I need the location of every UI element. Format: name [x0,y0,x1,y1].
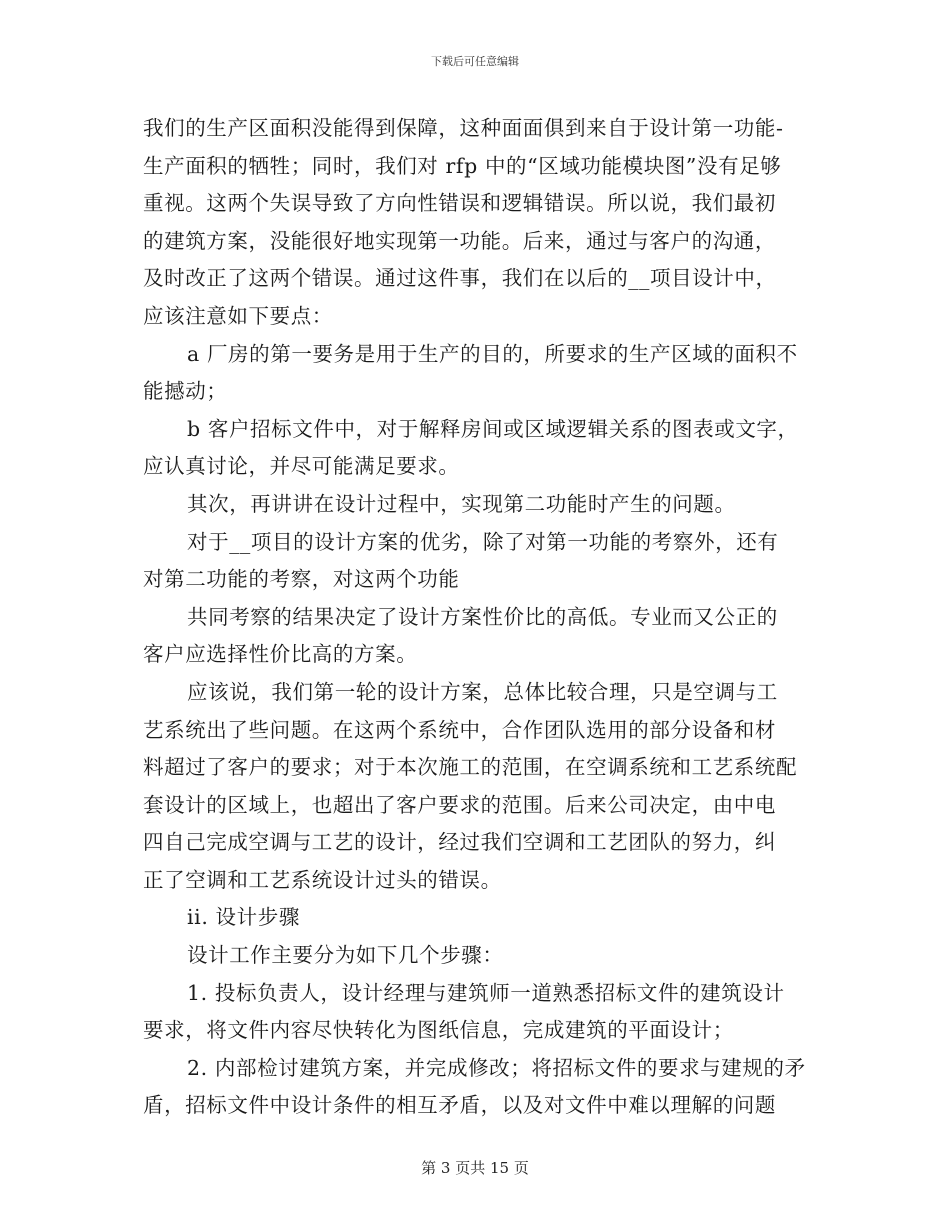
text-line: b 客户招标文件中，对于解释房间或区域逻辑关系的图表或文字， [187,416,799,441]
text-line: 对于__项目的设计方案的优劣，除了对第一功能的考察外，还有 [187,529,779,554]
text-line: 我们的生产区面积没能得到保障，这种面面俱到来自于设计第一功能- [143,116,784,140]
text-line: 应该注意如下要点： [143,303,333,328]
text-line: 四自己完成空调与工艺的设计，经过我们空调和工艺团队的努力，纠 [143,830,776,855]
text-line: 重视。这两个失误导致了方向性错误和逻辑错误。所以说，我们最初 [143,191,776,216]
text-line: 能撼动； [143,379,228,404]
text-line: 及时改正了这两个错误。通过这件事，我们在以后的__项目设计中， [143,266,777,291]
text-line: 1. 投标负责人，设计经理与建筑师一道熟悉招标文件的建筑设计 [187,980,785,1005]
text-line: 生产面积的牺牲；同时，我们对 rfp 中的“区域功能模块图”没有足够 [143,153,782,178]
page-header: 下载后可任意编辑 [431,55,519,68]
text-line: 盾，招标文件中设计条件的相互矛盾，以及对文件中难以理解的问题 [143,1093,776,1118]
text-line: 艺系统出了些问题。在这两个系统中，合作团队选用的部分设备和材 [143,717,776,742]
text-line: 正了空调和工艺系统设计过头的错误。 [143,867,502,892]
text-line: 应认真讨论，并尽可能满足要求。 [143,454,460,479]
text-line: a 厂房的第一要务是用于生产的目的，所要求的生产区域的面积不 [187,341,798,366]
text-line: 设计工作主要分为如下几个步骤： [187,943,504,968]
text-line: 客户应选择性价比高的方案。 [143,642,418,667]
text-line: 的建筑方案，没能很好地实现第一功能。后来，通过与客户的沟通， [143,228,776,253]
text-line: 其次，再讲讲在设计过程中，实现第二功能时产生的问题。 [187,491,736,516]
text-line: 对第二功能的考察，对这两个功能 [143,567,460,592]
text-line: ii. 设计步骤 [187,905,300,930]
text-line: 套设计的区域上，也超出了客户要求的范围。后来公司决定，由中电 [143,792,776,817]
text-line: 2. 内部检讨建筑方案，并完成修改；将招标文件的要求与建规的矛 [187,1055,806,1080]
text-line: 要求，将文件内容尽快转化为图纸信息，完成建筑的平面设计； [143,1018,734,1043]
text-line: 共同考察的结果决定了设计方案性价比的高低。专业而又公正的 [187,604,778,629]
text-line: 应该说，我们第一轮的设计方案，总体比较合理，只是空调与工 [187,679,778,704]
document-body [143,110,813,1125]
page-footer: 第 3 页共 15 页 [421,1159,529,1177]
text-line: 料超过了客户的要求；对于本次施工的范围，在空调系统和工艺系统配 [143,755,798,780]
